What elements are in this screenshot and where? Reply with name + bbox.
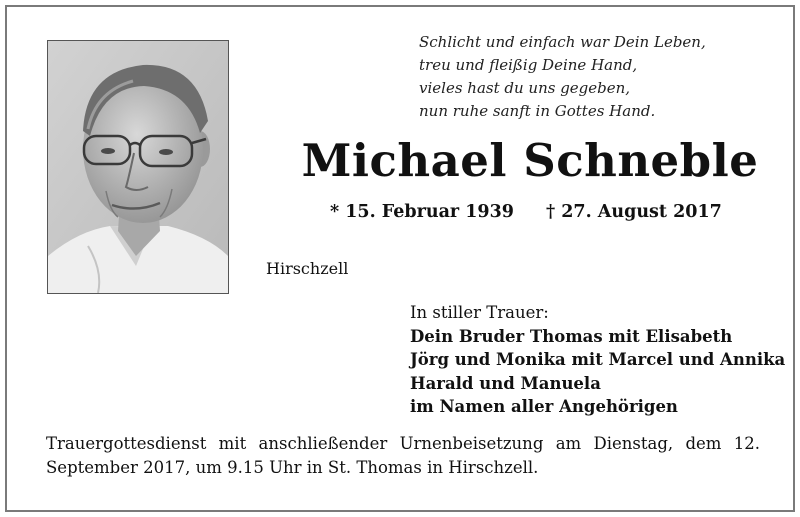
poem-line: nun ruhe sanft in Gottes Hand. bbox=[419, 102, 656, 120]
poem-line: vieles hast du uns gegeben, bbox=[419, 79, 631, 97]
deceased-name: Michael Schneble bbox=[301, 134, 759, 187]
poem-line: Schlicht und einfach war Dein Leben, bbox=[419, 33, 706, 51]
mourners-intro: In stiller Trauer: bbox=[410, 303, 549, 322]
mourner-line: Harald und Manuela bbox=[410, 373, 601, 393]
mourner-line: im Namen aller Angehörigen bbox=[410, 397, 678, 416]
birth-date: * 15. Februar 1939 bbox=[330, 202, 514, 222]
death-date: † 27. August 2017 bbox=[546, 202, 722, 222]
funeral-service-info: Trauergottesdienst mit anschließender Urnenbeisetzung am Dienstag, dem 12. September 2017, um 9.15 Uhr in St. Thomas in Hirschzell. bbox=[46, 434, 760, 477]
portrait-photo bbox=[47, 40, 229, 294]
memorial-poem bbox=[419, 31, 759, 123]
mourners-block bbox=[410, 301, 785, 419]
mourner-line: Jörg und Monika mit Marcel und Annika bbox=[410, 350, 786, 369]
life-dates bbox=[330, 202, 722, 222]
hometown: Hirschzell bbox=[266, 259, 349, 278]
poem-line: treu und fleißig Deine Hand, bbox=[419, 56, 638, 74]
mourner-line: Dein Bruder Thomas mit Elisabeth bbox=[410, 326, 733, 346]
